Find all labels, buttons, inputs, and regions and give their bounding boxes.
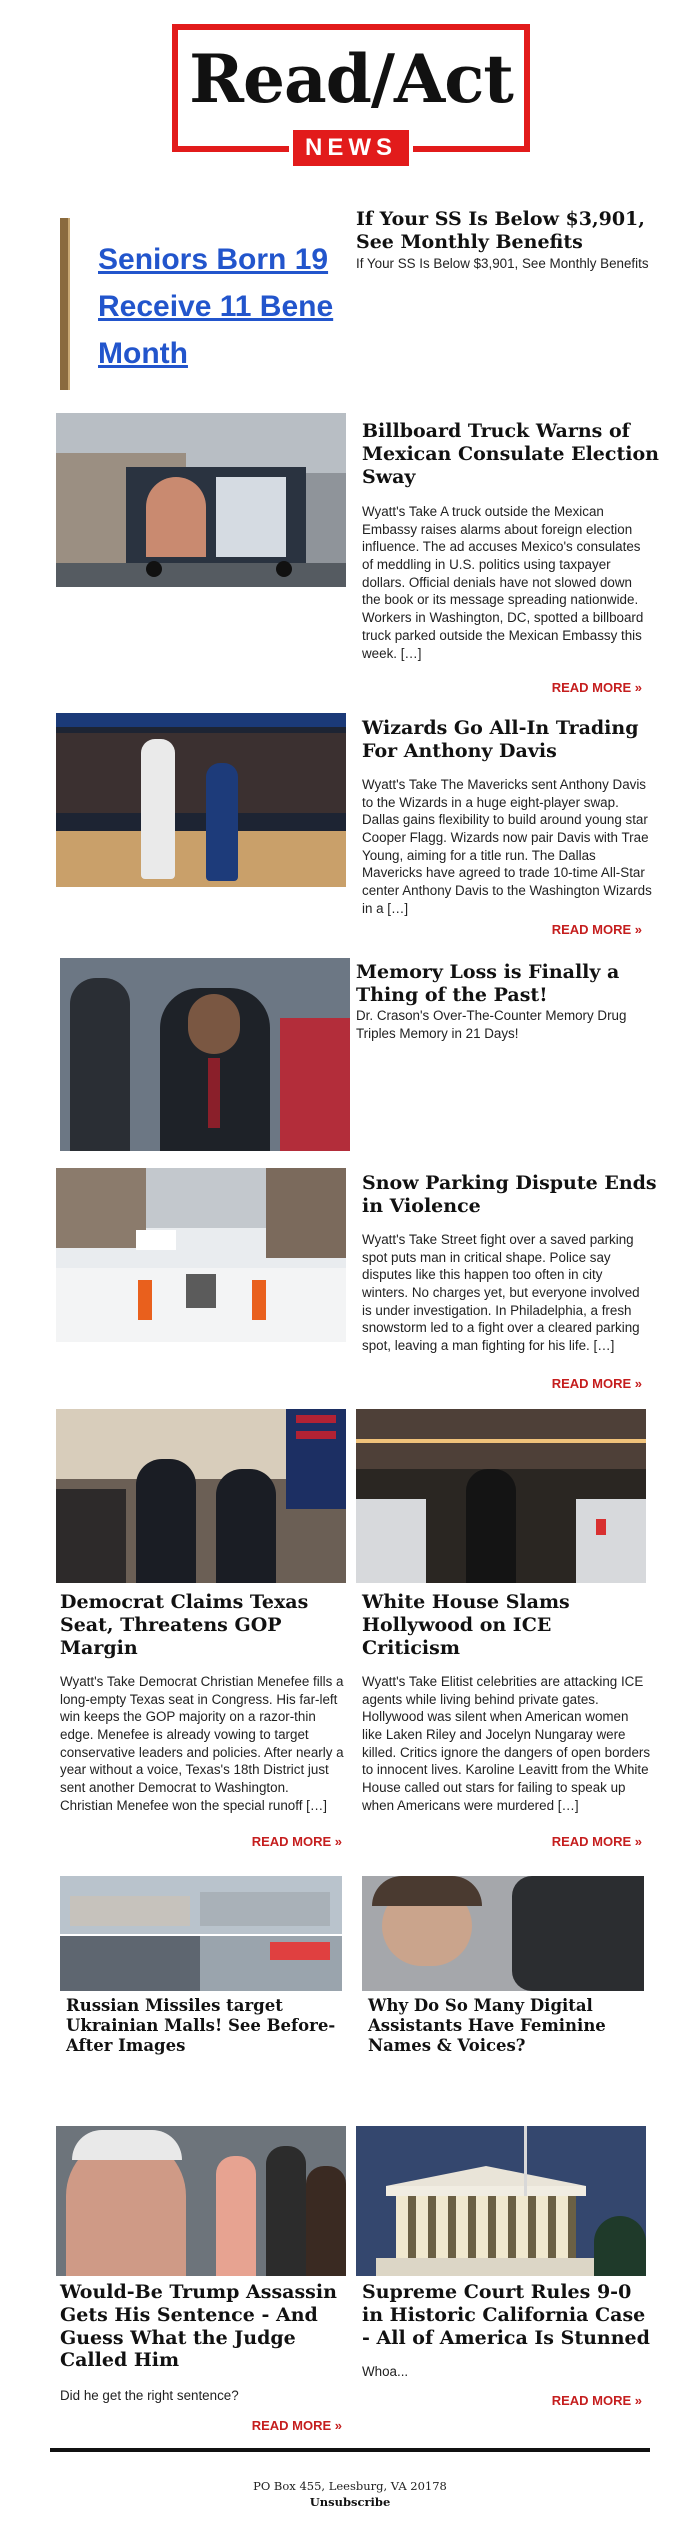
article-supreme-court-body: Whoa... [362, 2364, 409, 2379]
article-ice-image[interactable] [356, 1409, 646, 1583]
footer-address: PO Box 455, Leesburg, VA 20178 [253, 2479, 447, 2493]
promo-memory-desc: Dr. Crason's Over-The-Counter Memory Drug Triples Memory in 21 Days! [356, 1008, 627, 1041]
article-billboard-title[interactable]: Billboard Truck Warns of Mexican Consulate Election Sway [362, 420, 659, 488]
article-snow-read-more[interactable]: READ MORE » [551, 1376, 642, 1391]
article-ice-title[interactable]: White House Slams Hollywood on ICE Criticism [362, 1591, 570, 1659]
promo-image-line-2: Receive 11 Bene [98, 290, 334, 323]
promo-ss-image[interactable] [60, 218, 355, 390]
article-ice-body: Wyatt's Take Elitist celebrities are attacking ICE agents while living behind private gates. Hollywood was silent when American women like Laken Riley and Jocelyn Nungaray were killed. Critics ignore the dangers of open borders to innocent lives. Karoline Leavitt from the White House called out stars for failing to speak up when Americans were murdered […] [362, 1674, 651, 1813]
article-assassin-body: Did he get the right sentence? [60, 2388, 239, 2403]
article-billboard-image[interactable] [56, 413, 346, 587]
promo-memory-title[interactable]: Memory Loss is Finally a Thing of the Past! [356, 961, 620, 1006]
article-texas-image[interactable] [56, 1409, 346, 1583]
article-snow-title[interactable]: Snow Parking Dispute Ends in Violence [362, 1172, 657, 1217]
article-billboard-read-more[interactable]: READ MORE » [551, 680, 642, 695]
promo-ss-title[interactable]: If Your SS Is Below $3,901, See Monthly Benefits [356, 208, 645, 253]
article-texas-body: Wyatt's Take Democrat Christian Menefee fills a long-empty Texas seat in Congress. His far-left win keeps the GOP majority on a razor-thin edge. Menefee is already vowing to target conservative leaders and policies. After nearly a year without a voice, Texas's 18th District just sent another Democrat to Washington. Christian Menefee won the special runoff […] [60, 1674, 344, 1813]
article-billboard-body: Wyatt's Take A truck outside the Mexican Embassy raises alarms about foreign election influence. The ad accuses Mexico's consulates of meddling in U.S. politics using taxpayer dollars. Official denials have not slowed down the book or its message spreading nationwide. Workers in Washington, DC, spotted a billboard truck parked outside the Mexican Embassy this week. […] [362, 504, 644, 661]
promo-assistant-title[interactable]: Why Do So Many Digital Assistants Have Feminine Names & Voices? [368, 1996, 606, 2055]
logo-news-badge: NEWS [293, 130, 409, 166]
logo-main-text: Read/Act [189, 40, 513, 118]
article-texas-read-more[interactable]: READ MORE » [251, 1834, 342, 1849]
article-supreme-court-read-more[interactable]: READ MORE » [551, 2393, 642, 2408]
article-texas-title[interactable]: Democrat Claims Texas Seat, Threatens GOP Margin [60, 1591, 309, 1659]
promo-missiles-title[interactable]: Russian Missiles target Ukrainian Malls! See Before-After Images [66, 1996, 336, 2055]
article-assassin-title[interactable]: Would-Be Trump Assassin Gets His Sentence - And Guess What the Judge Called Him [60, 2281, 337, 2372]
promo-image-line-3: Month [98, 337, 188, 370]
article-ice-read-more[interactable]: READ MORE » [551, 1834, 642, 1849]
promo-memory-image[interactable] [60, 958, 350, 1151]
article-supreme-court-title[interactable]: Supreme Court Rules 9-0 in Historic California Case - All of America Is Stunned [362, 2281, 650, 2349]
promo-ss-desc: If Your SS Is Below $3,901, See Monthly Benefits [356, 256, 649, 271]
article-wizards-body: Wyatt's Take The Mavericks sent Anthony Davis to the Wizards in a huge eight-player swap. Dallas gains flexibility to build around young star Cooper Flagg. Wizards now pair Davis with Trae Young, aiming for a title run. The Dallas Mavericks have agreed to trade 10-time All-Star center Anthony Davis to the Washington Wizards in a […] [362, 777, 652, 916]
promo-assistant-image[interactable] [362, 1876, 644, 1991]
article-supreme-court-image[interactable] [356, 2126, 646, 2276]
article-snow-image[interactable] [56, 1168, 346, 1342]
promo-image-line-1: Seniors Born 19 [98, 243, 329, 276]
article-snow-body: Wyatt's Take Street fight over a saved parking spot puts man in critical shape. Police say disputes like this happen too often in city winters. No charges yet, but everyone involved is under investigation. In Philadelphia, a fresh snowstorm led to a fight over a cleared parking spot, leaving a man fighting for his life. […] [362, 1232, 640, 1354]
logo[interactable] [172, 24, 530, 161]
footer-divider [50, 2448, 650, 2452]
unsubscribe-link[interactable]: Unsubscribe [309, 2495, 391, 2509]
article-assassin-image[interactable] [56, 2126, 346, 2276]
article-wizards-title[interactable]: Wizards Go All-In Trading For Anthony Davis [362, 717, 639, 762]
article-wizards-read-more[interactable]: READ MORE » [551, 922, 642, 937]
article-wizards-image[interactable] [56, 713, 346, 887]
article-assassin-read-more[interactable]: READ MORE » [251, 2418, 342, 2433]
promo-missiles-image[interactable] [60, 1876, 342, 1991]
